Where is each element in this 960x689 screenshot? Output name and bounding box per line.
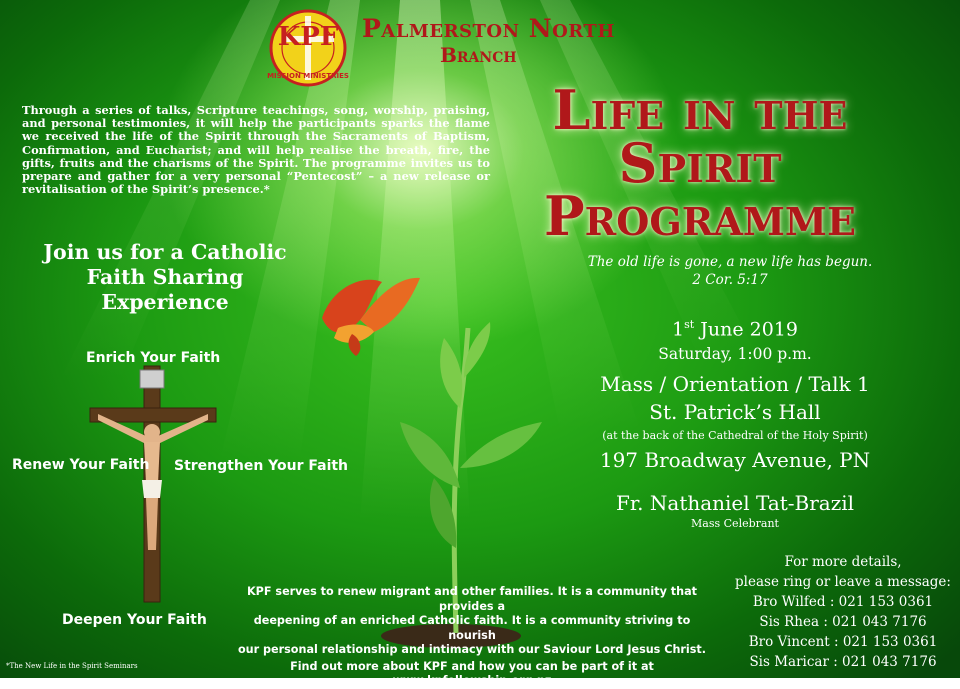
event-venue: St. Patrick’s Hall [649,400,821,424]
kpf-logo-icon [262,8,354,88]
join-line1: Join us for a Catholic [43,240,287,264]
event-session: Mass / Orientation / Talk 1 [600,372,870,396]
kpf-line1: KPF serves to renew migrant and other families. It is a community that provides a [247,585,697,613]
programme-title [500,78,900,248]
deepen-faith-label: Deepen Your Faith [62,612,207,628]
branch-line1: Palmerston North [362,14,615,43]
kpf-line4: Find out more about KPF and how you can be part of it at [290,659,654,673]
svg-text:KPF: KPF [277,22,339,52]
renew-faith-label: Renew Your Faith [12,457,150,473]
title-line2: Spirit [618,131,782,195]
crucifix-icon [88,364,218,604]
enrich-faith-label: Enrich Your Faith [86,350,221,366]
contact-item: Bro Vincent : 021 153 0361 [748,634,938,650]
kpf-line2: deepening of an enriched Catholic faith. It is a community striving to nourish [253,614,691,642]
event-venue-note: (at the back of the Cathedral of the Holy Spirit) [602,429,868,442]
title-line3: Programme [544,184,856,248]
svg-text:MISSION MINISTRIES: MISSION MINISTRIES [267,72,349,80]
verse-ref: 2 Cor. 5:17 [692,272,768,288]
branch-line2: Branch [440,43,517,67]
contact-block [728,552,958,672]
kpf-description [232,585,712,689]
kpf-line3: our personal relationship and intimacy with our Saviour Lord Jesus Christ. [237,643,707,656]
event-date: 1st June 2019 [672,318,798,341]
intro-paragraph: Through a series of talks, Scripture teachings, song, worship, praising, and personal testimonies, it will help the participants sparks the flame we received the life of the Spirit through the Sacraments of Baptism, Confirmation, and Eucharist; and will help realise the breath, fire, the gifts, fruits and the charisms of the Spirit. The programme invites us to prepare and gather for a very personal “Pentecost” – a new release or revitalisation of the Spirit’s presence.* [22,103,490,197]
join-heading [30,240,300,315]
strengthen-faith-label: Strengthen Your Faith [174,458,349,474]
contact-heading2: please ring or leave a message: [735,574,951,590]
footnote: *The New Life in the Spirit Seminars [6,662,138,670]
join-line2: Faith Sharing [86,265,244,289]
event-time: Saturday, 1:00 p.m. [658,345,812,363]
verse-text: The old life is gone, a new life has begun. [587,254,873,270]
title-line1: Life in the [552,78,848,142]
contact-item: Bro Wilfed : 021 153 0361 [752,594,934,610]
join-line3: Experience [101,290,229,314]
kpf-website-link[interactable]: www.kpfellowship.org.nz [392,674,552,687]
scripture-verse [560,253,900,289]
contact-heading1: For more details, [784,554,902,570]
contact-item: Sis Rhea : 021 043 7176 [759,614,927,630]
mass-celebrant-role: Mass Celebrant [691,517,779,530]
event-address: 197 Broadway Avenue, PN [599,448,871,472]
contact-item: Sis Maricar : 021 043 7176 [749,654,937,670]
mass-celebrant-name: Fr. Nathaniel Tat-Brazil [615,491,855,515]
